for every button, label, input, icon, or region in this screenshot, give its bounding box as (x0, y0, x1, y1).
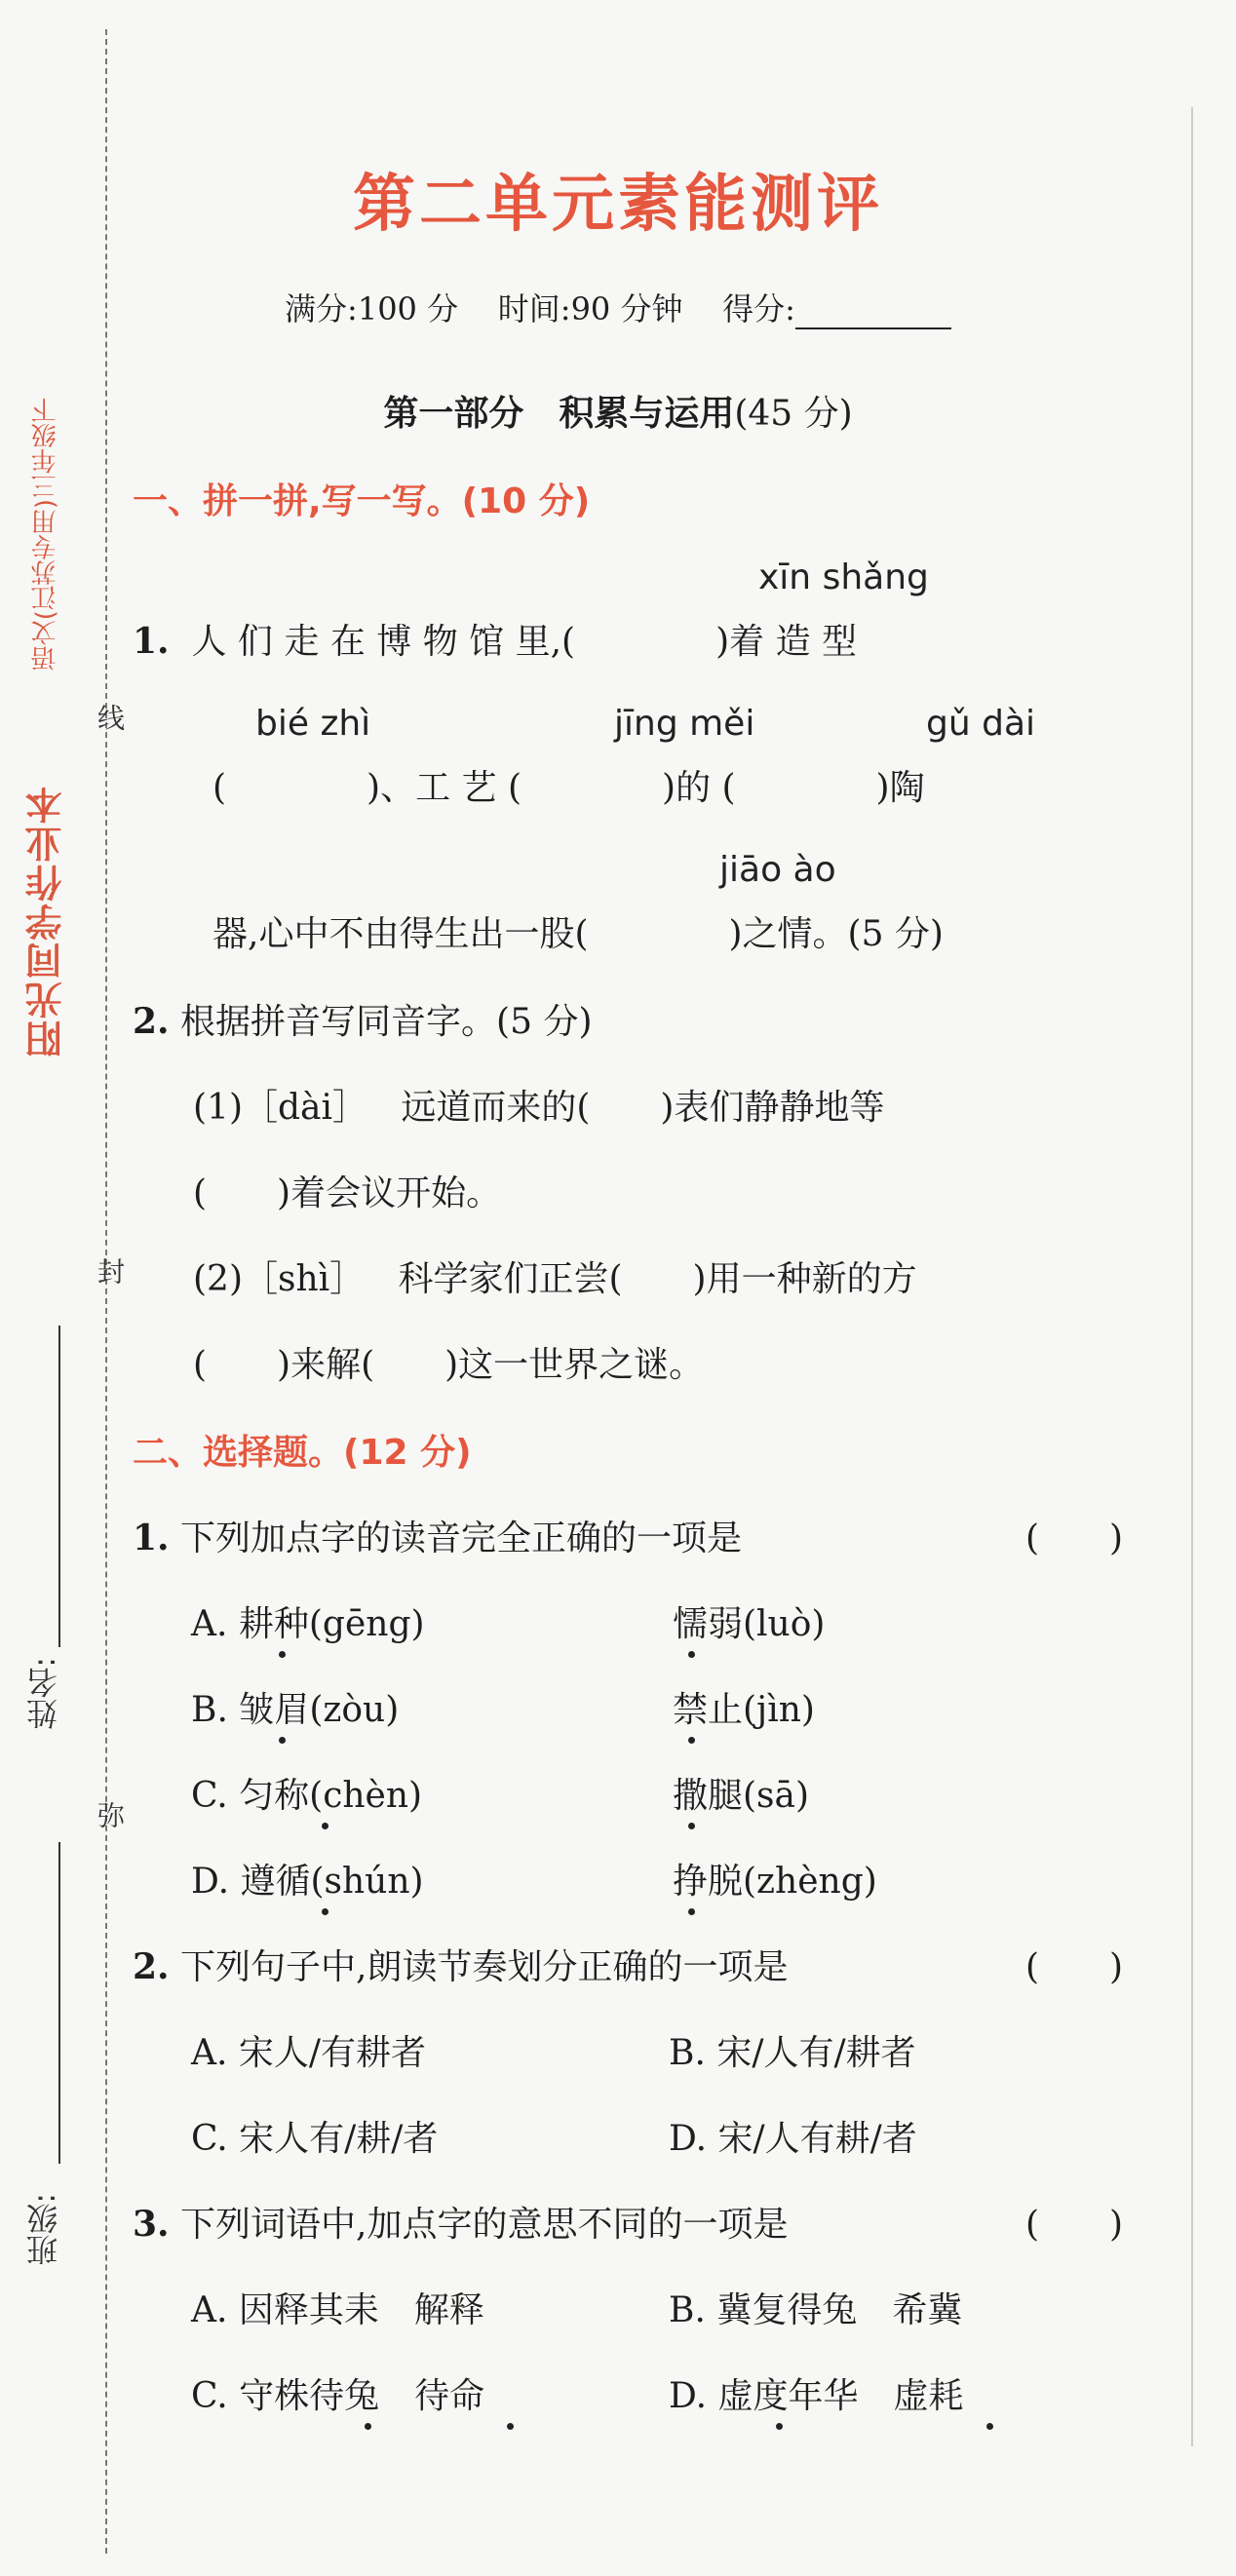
option-b: B. 宋/人有/耕者 (669, 2033, 916, 2073)
pinyin-1: xīn shǎng (758, 557, 929, 597)
option-c: C. 宋人有/耕/者 (191, 2119, 439, 2159)
mc-question-2 (133, 1940, 789, 1989)
question-2-sub-1 (193, 1080, 884, 1130)
brand-logo-text: 阳光同学作业本 (25, 785, 68, 1057)
exam-meta (0, 285, 1236, 329)
option-b: B. 皱眉(zòu) (191, 1690, 400, 1730)
part-points: (45 分) (734, 394, 853, 434)
name-blank[interactable] (58, 1326, 60, 1647)
question-number: 2. (133, 1946, 170, 1987)
option-d: D. 虚度年华 虚耗 (669, 2376, 964, 2416)
pinyin-2: bié zhì (255, 704, 371, 744)
series-label: 语文(江苏专用)三年级下 (31, 398, 60, 672)
emphasis-dot (776, 2423, 783, 2430)
score-blank[interactable] (795, 298, 951, 329)
name-label: 姓名: (25, 1657, 62, 1730)
question-number: 2. (133, 1001, 170, 1042)
page-edge-line (1191, 107, 1193, 2446)
option-c: C. 匀称(chèn) (191, 1776, 423, 1816)
class-blank[interactable] (58, 1842, 60, 2164)
emphasis-dot (507, 2423, 514, 2430)
question-2-sub-2-cont: ( )来解( )这一世界之谜。 (193, 1345, 705, 1385)
question-text: 下列词语中,加点字的意思不同的一项是 (180, 2205, 789, 2245)
part-title (0, 386, 1236, 436)
class-label: 班级: (25, 2193, 62, 2266)
question-2-sub-1-cont: ( )着会议开始。 (193, 1173, 502, 1213)
emphasis-dot (688, 1651, 695, 1658)
mc-question-3 (133, 2197, 789, 2247)
emphasis-dot (365, 2423, 371, 2430)
page-title: 第二单元素能测评 (353, 169, 883, 241)
question-1-line-2: ( )、工 艺 ( )的 ( )陶 (212, 768, 925, 808)
answer-paren[interactable]: ( ) (1025, 1519, 1124, 1558)
sub-text: 科学家们正尝( )用一种新的方 (398, 1259, 917, 1299)
mc-question-1 (133, 1511, 742, 1560)
option-b-2: 禁止(jìn) (673, 1690, 815, 1730)
option-d: D. 宋/人有耕/者 (669, 2119, 917, 2159)
question-2 (133, 994, 593, 1044)
binding-mark-line: 线 (94, 704, 126, 731)
part-title-text: 第一部分 积累与运用 (383, 394, 735, 434)
question-text: 下列加点字的读音完全正确的一项是 (180, 1519, 743, 1558)
question-text: 根据拼音写同音字。(5 分) (180, 1002, 593, 1042)
time-limit: 时间:90 分钟 (497, 290, 683, 327)
emphasis-dot (279, 1737, 286, 1744)
question-text: 人 们 走 在 博 物 馆 里,( )着 造 型 (191, 622, 858, 662)
emphasis-dot (322, 1823, 328, 1829)
option-c-2: 撒腿(sā) (673, 1776, 810, 1816)
option-b: B. 冀复得兔 希冀 (669, 2290, 963, 2330)
question-number: 3. (133, 2204, 170, 2245)
answer-paren[interactable]: ( ) (1025, 1947, 1124, 1987)
option-a: A. 宋人/有耕者 (191, 2033, 427, 2073)
sub-label: (1)［dài］ (193, 1088, 368, 1128)
question-1-line-3: 器,心中不由得生出一股( )之情。(5 分) (212, 914, 944, 954)
option-c: C. 守株待兔 待命 (191, 2376, 485, 2416)
option-d-2: 挣脱(zhèng) (673, 1862, 877, 1902)
sub-label: (2)［shì］ (193, 1259, 366, 1299)
section-1-title: 一、拼一拼,写一写。(10 分) (133, 481, 591, 521)
pinyin-5: jiāo ào (719, 850, 836, 890)
pinyin-3: jīng měi (614, 704, 755, 744)
option-a: A. 因释其耒 解释 (191, 2290, 484, 2330)
question-number: 1. (133, 621, 170, 662)
pinyin-4: gǔ dài (926, 704, 1036, 744)
full-score: 满分:100 分 (285, 290, 459, 327)
question-number: 1. (133, 1518, 170, 1558)
emphasis-dot (688, 1908, 695, 1915)
question-text: 下列句子中,朗读节奏划分正确的一项是 (180, 1947, 789, 1987)
option-a: A. 耕种(gēng) (191, 1604, 425, 1644)
emphasis-dot (322, 1908, 328, 1915)
emphasis-dot (688, 1737, 695, 1744)
sub-text: 远道而来的( )表们静静地等 (401, 1088, 885, 1128)
score-label: 得分: (722, 290, 795, 327)
question-2-sub-2 (193, 1251, 917, 1301)
option-a-2: 懦弱(luò) (673, 1604, 826, 1644)
emphasis-dot (688, 1823, 695, 1829)
binding-mark-seal: 封 (94, 1257, 126, 1285)
binding-mark-seal2: 弥 (94, 1801, 126, 1828)
question-1-line-1 (133, 614, 857, 664)
emphasis-dot (986, 2423, 993, 2430)
option-d: D. 遵循(shún) (191, 1862, 424, 1902)
emphasis-dot (279, 1651, 286, 1658)
section-2-title: 二、选择题。(12 分) (133, 1433, 472, 1473)
answer-paren[interactable]: ( ) (1025, 2205, 1124, 2245)
